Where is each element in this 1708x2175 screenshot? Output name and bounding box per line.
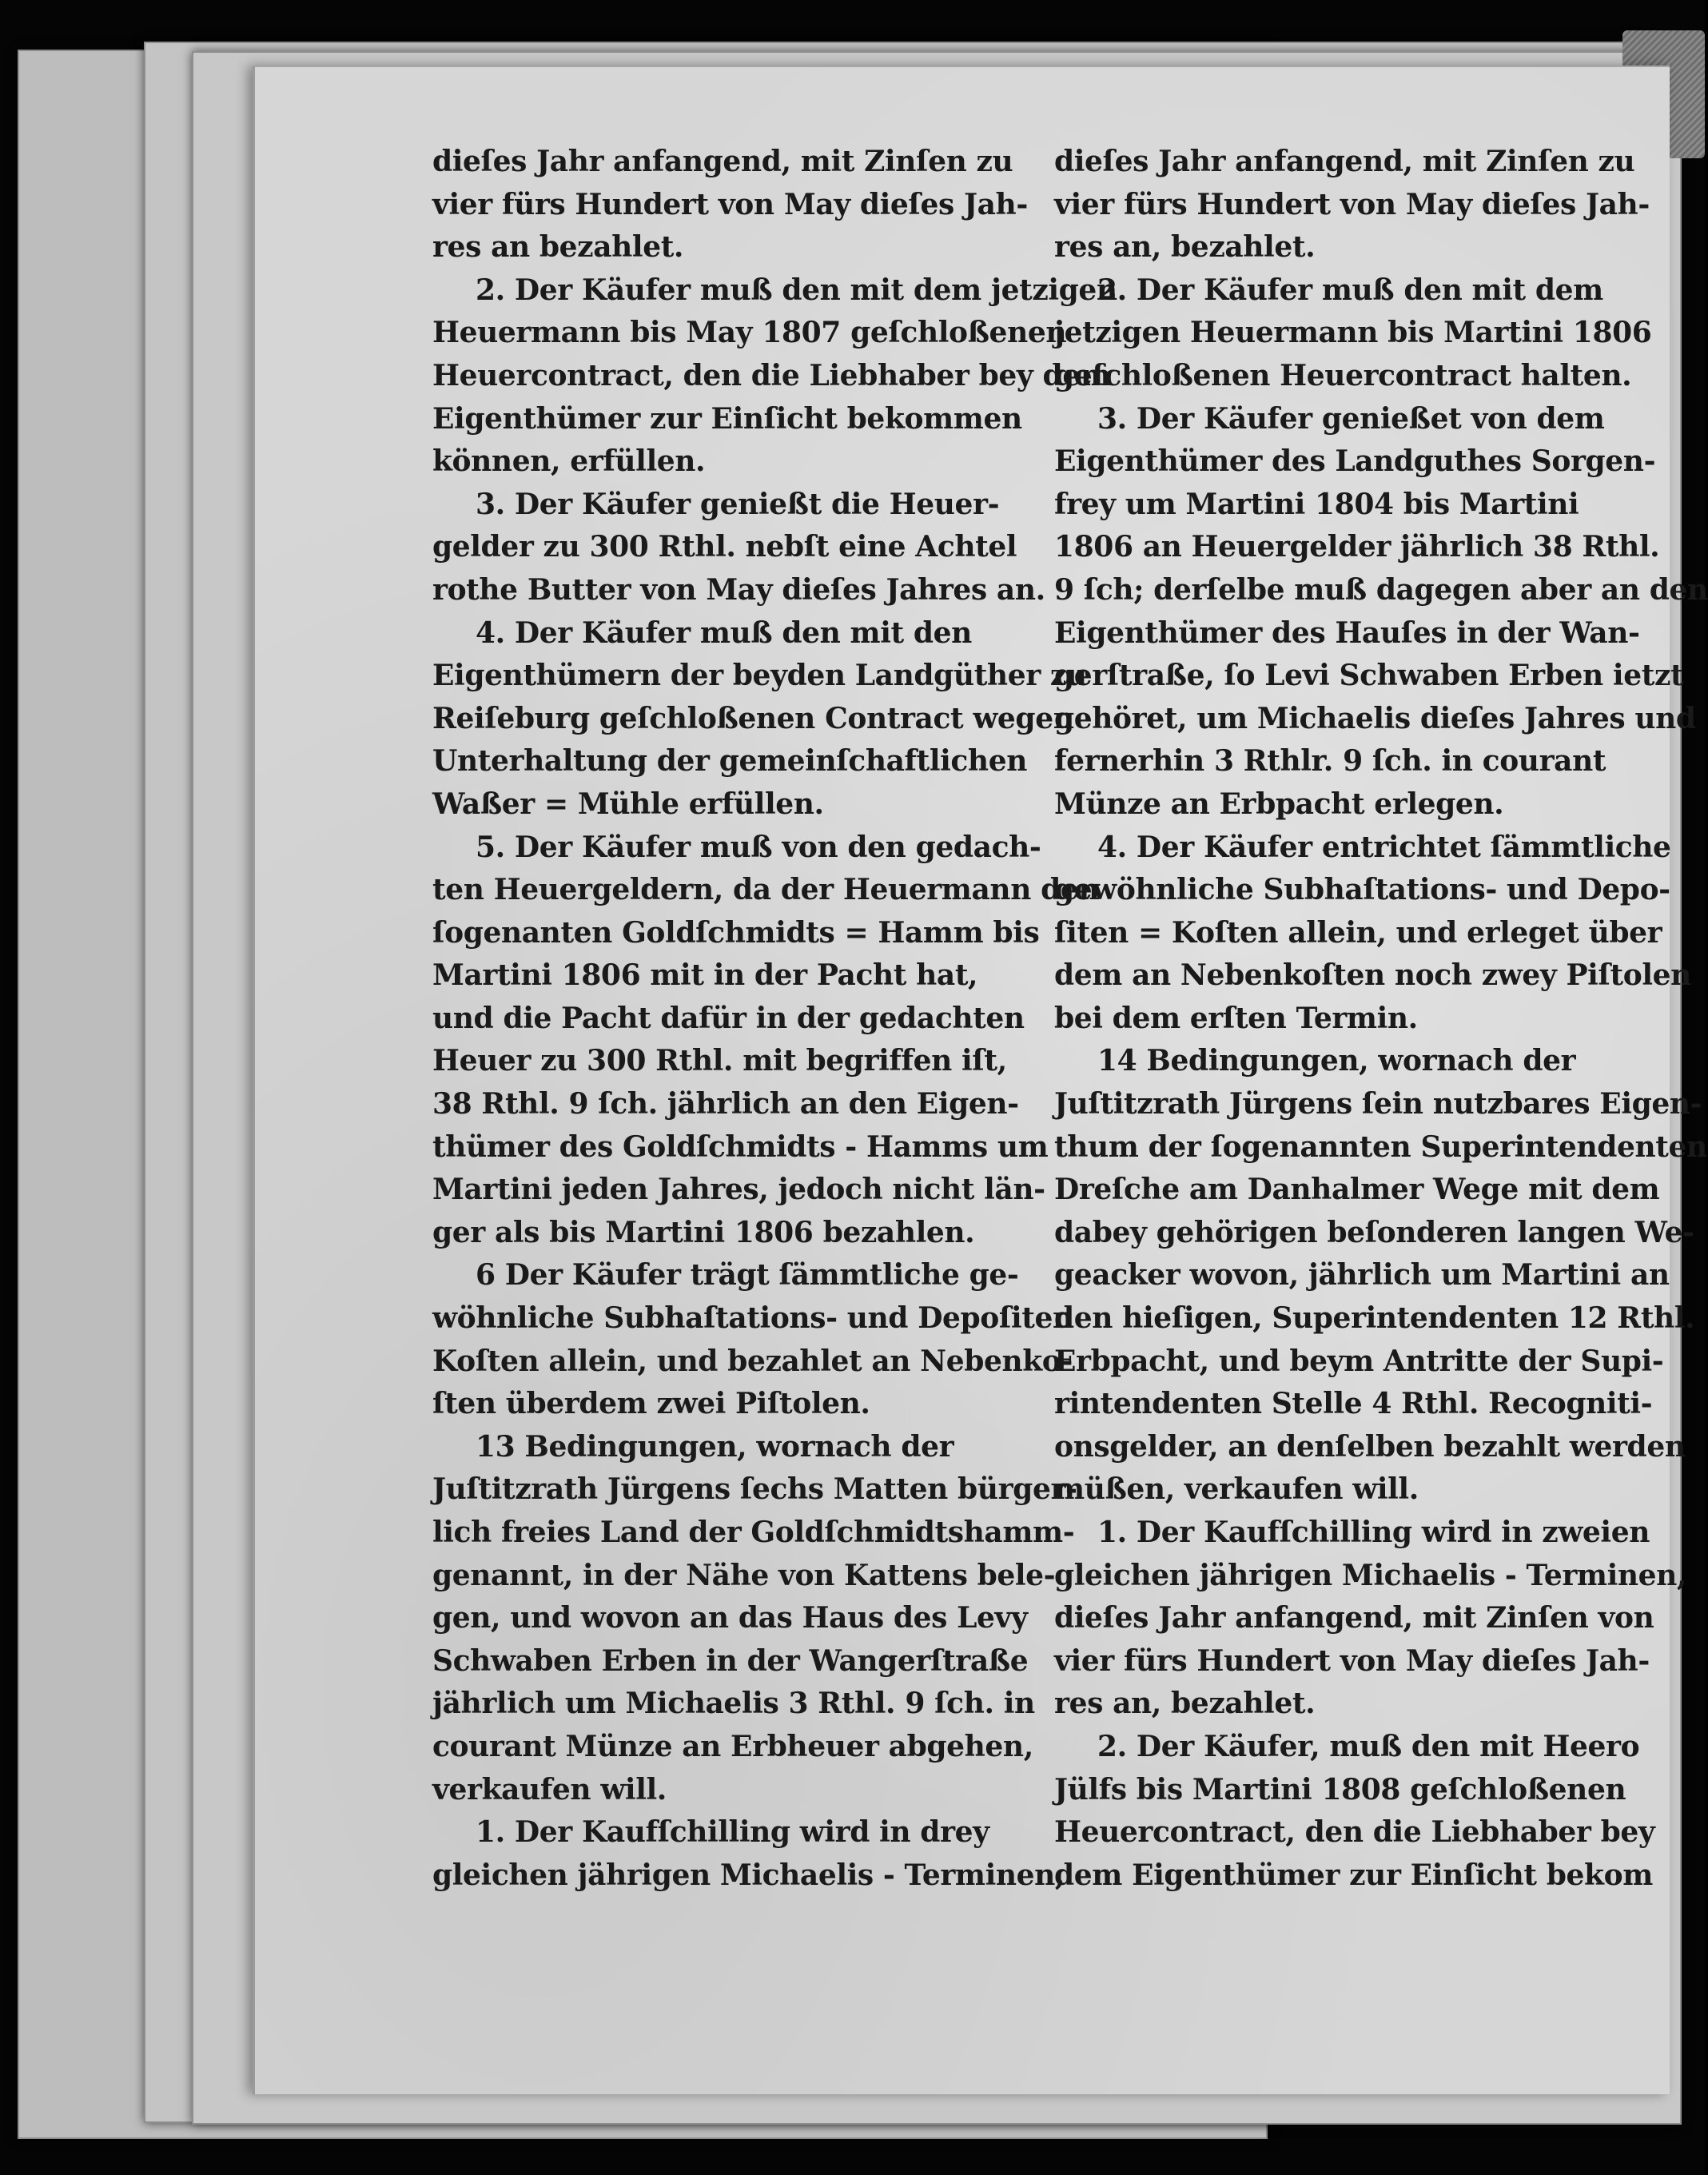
- text-line: dabey gehörigen beſonderen langen We-: [1054, 1215, 1694, 1249]
- text-line: 1. Der Kaufſchilling wird in drey: [476, 1815, 989, 1850]
- text-line: onsgelder, an denſelben bezahlt werden: [1054, 1429, 1686, 1464]
- text-line: Münze an Erbpacht erlegen.: [1054, 787, 1504, 821]
- text-line: 4. Der Käufer entrichtet ſämmtliche: [1097, 830, 1671, 864]
- text-line: können, erfüllen.: [432, 444, 706, 479]
- text-line: gelder zu 300 Rthl. nebſt eine Achtel: [432, 530, 1017, 564]
- text-line: Waßer = Mühle erfüllen.: [432, 787, 824, 821]
- text-line: 13 Bedingungen, wornach der: [476, 1429, 954, 1464]
- text-line: vier fürs Hundert von May dieſes Jah-: [1054, 187, 1650, 221]
- text-line: gleichen jährigen Michaelis - Terminen,: [1054, 1558, 1687, 1592]
- text-line: 3. Der Käufer genießet von dem: [1097, 401, 1605, 436]
- text-line: Heuermann bis May 1807 geſchloßenen: [432, 316, 1067, 350]
- text-line: ten Heuergeldern, da der Heuermann den: [432, 873, 1100, 907]
- text-line: ſiten = Koſten allein, und erleget über: [1054, 915, 1662, 950]
- text-line: 6 Der Käufer trägt ſämmtliche ge-: [476, 1258, 1019, 1293]
- text-line: Eigenthümer des Hauſes in der Wan-: [1054, 615, 1640, 650]
- text-line: vier fürs Hundert von May dieſes Jah-: [1054, 1643, 1650, 1678]
- text-line: verkaufen will.: [432, 1772, 667, 1807]
- text-line: bei dem erſten Termin.: [1054, 1001, 1418, 1035]
- printed-page: [253, 66, 1708, 2094]
- text-line: ger als bis Martini 1806 bezahlen.: [432, 1215, 975, 1249]
- text-line: Heuercontract, den die Liebhaber bey dem: [432, 358, 1111, 392]
- text-line: den hieſigen, Superintendenten 12 Rthl.: [1054, 1301, 1695, 1336]
- text-line: jährlich um Michaelis 3 Rthl. 9 ſch. in: [432, 1687, 1035, 1721]
- text-line: gewöhnliche Subhaſtations- und Depo-: [1054, 873, 1670, 907]
- left-text-column: [432, 141, 1117, 1897]
- text-line: 2. Der Käufer muß den mit dem: [1097, 273, 1603, 307]
- text-line: Martini 1806 mit in der Pacht hat,: [432, 958, 978, 993]
- text-line: müßen, verkaufen will.: [1054, 1472, 1419, 1507]
- text-line: Erbpacht, und beym Antritte der Supi-: [1054, 1344, 1664, 1378]
- text-line: res an, bezahlet.: [1054, 1687, 1316, 1721]
- text-line: geſchloßenen Heuercontract halten.: [1054, 358, 1632, 392]
- text-line: courant Münze an Erbheuer abgehen,: [432, 1729, 1033, 1763]
- text-line: dieſes Jahr anfangend, mit Zinſen von: [1054, 1601, 1654, 1635]
- right-text-column: [1054, 141, 1708, 1897]
- text-line: jetzigen Heuermann bis Martini 1806: [1054, 316, 1652, 350]
- text-line: Reiſeburg geſchloßenen Contract wegen: [432, 701, 1074, 735]
- text-line: Martini jeden Jahres, jedoch nicht län-: [432, 1173, 1045, 1207]
- text-line: Juſtitzrath Jürgens ſechs Matten bürger-: [432, 1472, 1077, 1507]
- text-line: rintendenten Stelle 4 Rthl. Recogniti-: [1054, 1387, 1653, 1421]
- text-line: dem an Nebenkoſten noch zwey Piſtolen: [1054, 958, 1691, 993]
- text-line: Eigenthümer des Landguthes Sorgen-: [1054, 444, 1656, 479]
- text-line: Heuer zu 300 Rthl. mit begriffen iſt,: [432, 1044, 1007, 1078]
- text-line: Eigenthümer zur Einſicht bekommen: [432, 401, 1022, 436]
- text-line: 14 Bedingungen, wornach der: [1097, 1044, 1576, 1078]
- text-line: rothe Butter von May dieſes Jahres an.: [432, 572, 1045, 607]
- text-line: 9 ſch; derſelbe muß dagegen aber an den: [1054, 572, 1708, 607]
- text-line: gerſtraße, ſo Levi Schwaben Erben ietzt: [1054, 659, 1684, 693]
- text-line: Dreſche am Danhalmer Wege mit dem: [1054, 1173, 1660, 1207]
- text-line: wöhnliche Subhaſtations- und Depoſiten: [432, 1301, 1073, 1336]
- text-line: 2. Der Käufer muß den mit dem jetzigen: [476, 273, 1117, 307]
- text-line: ſogenanten Goldſchmidts = Hamm bis: [432, 915, 1040, 950]
- text-line: gen, und wovon an das Haus des Levy: [432, 1601, 1028, 1635]
- text-line: Schwaben Erben in der Wangerſtraße: [432, 1643, 1029, 1678]
- text-line: res an, bezahlet.: [1054, 230, 1316, 265]
- text-line: frey um Martini 1804 bis Martini: [1054, 487, 1579, 521]
- text-line: gehöret, um Michaelis dieſes Jahres und: [1054, 701, 1696, 735]
- text-line: Koſten allein, und bezahlet an Nebenko-: [432, 1344, 1073, 1378]
- text-line: thum der ſogenannten Superintendenten: [1054, 1129, 1707, 1164]
- text-line: 2. Der Käufer, muß den mit Heero: [1097, 1729, 1640, 1763]
- text-line: Juſtitzrath Jürgens ſein nutzbares Eigen-: [1054, 1087, 1702, 1121]
- text-line: ſten überdem zwei Piſtolen.: [432, 1387, 870, 1421]
- text-line: dem Eigenthümer zur Einſicht bekom: [1054, 1858, 1653, 1892]
- text-line: fernerhin 3 Rthlr. 9 ſch. in courant: [1054, 744, 1606, 779]
- text-line: 1. Der Kaufſchilling wird in zweien: [1097, 1516, 1650, 1549]
- text-line: dieſes Jahr anfangend, mit Zinſen zu: [432, 145, 1013, 178]
- text-line: dieſes Jahr anfangend, mit Zinſen zu: [1054, 145, 1635, 178]
- text-line: 4. Der Käufer muß den mit den: [476, 615, 972, 650]
- text-line: Heuercontract, den die Liebhaber bey: [1054, 1815, 1655, 1850]
- text-line: Jülfs bis Martini 1808 geſchloßenen: [1054, 1772, 1626, 1807]
- text-line: gleichen jährigen Michaelis - Terminen,: [432, 1858, 1065, 1892]
- text-line: thümer des Goldſchmidts - Hamms um: [432, 1129, 1049, 1164]
- text-line: 1806 an Heuergelder jährlich 38 Rthl.: [1054, 530, 1660, 564]
- text-line: lich freies Land der Goldſchmidtshamm-: [432, 1516, 1075, 1549]
- text-line: res an bezahlet.: [432, 230, 684, 265]
- text-line: vier fürs Hundert von May dieſes Jah-: [432, 187, 1028, 221]
- text-line: 38 Rthl. 9 ſch. jährlich an den Eigen-: [432, 1087, 1019, 1121]
- text-line: 5. Der Käufer muß von den gedach-: [476, 830, 1041, 864]
- text-line: Eigenthümern der beyden Landgüther zu: [432, 659, 1087, 693]
- text-line: geacker wovon, jährlich um Martini an: [1054, 1258, 1670, 1293]
- text-line: genannt, in der Nähe von Kattens bele-: [432, 1558, 1056, 1592]
- text-line: 3. Der Käufer genießt die Heuer-: [476, 487, 1000, 521]
- text-line: Unterhaltung der gemeinſchaftlichen: [432, 744, 1027, 779]
- text-line: und die Pacht dafür in der gedachten: [432, 1001, 1025, 1035]
